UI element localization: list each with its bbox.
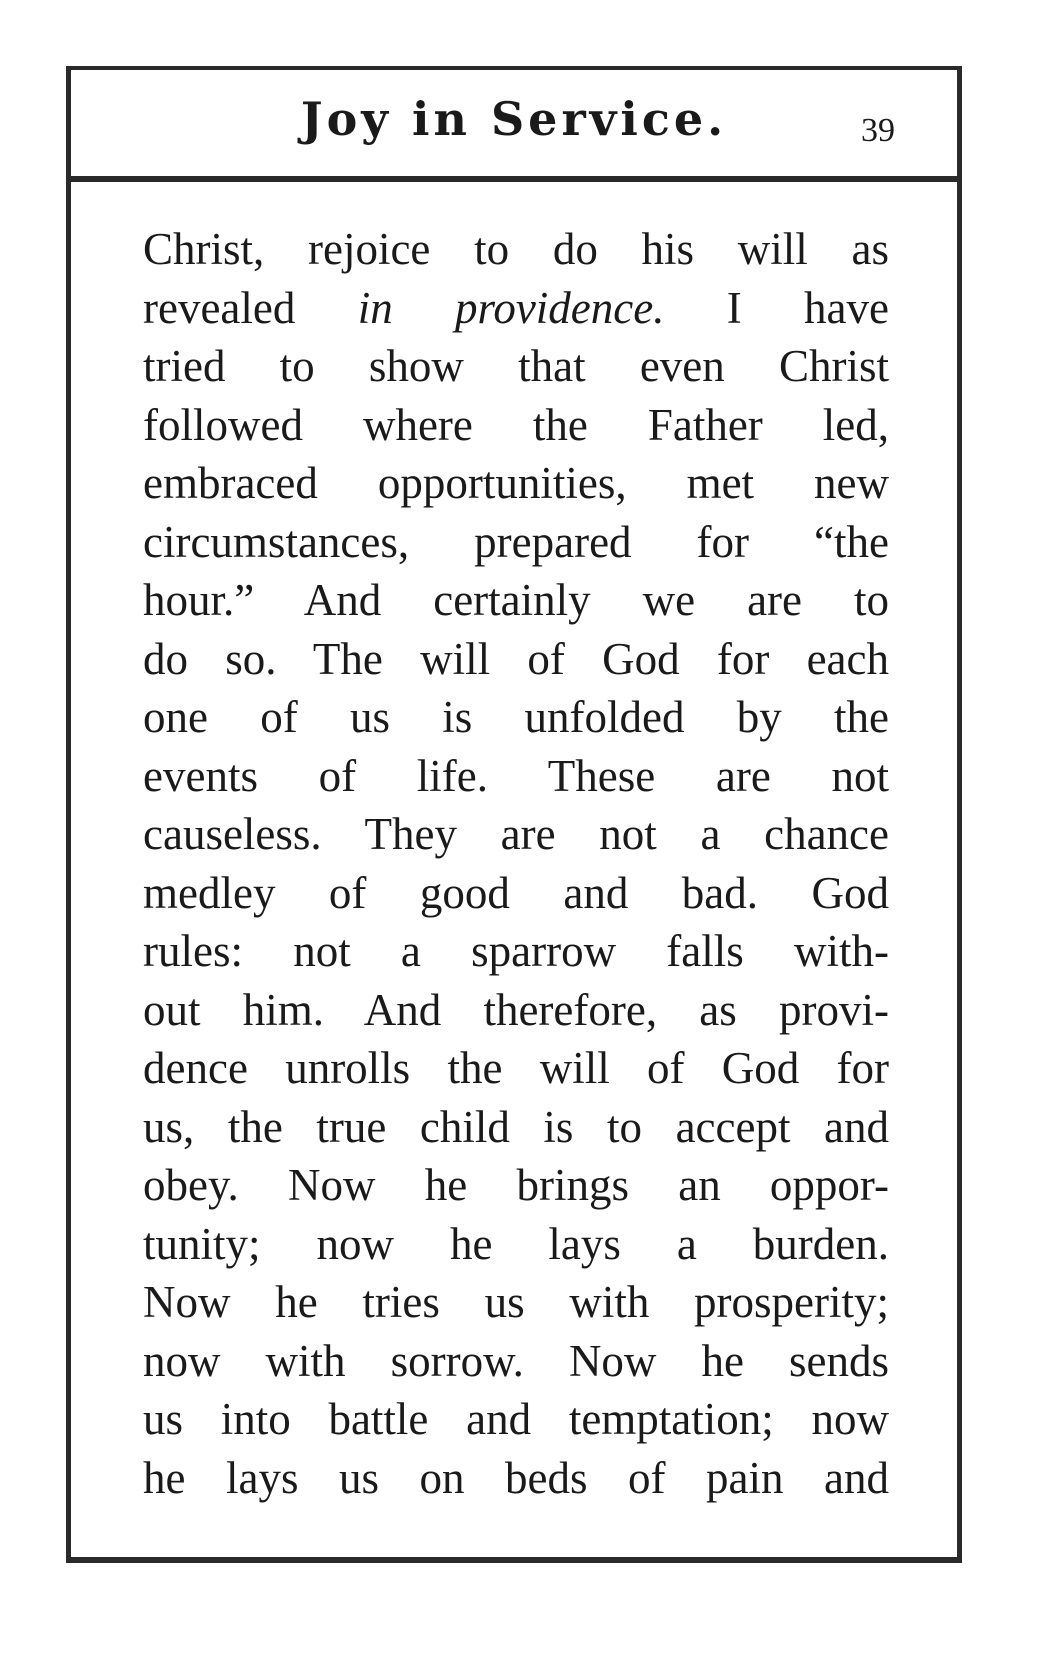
text-line: rules: not a sparrow falls with- [143,926,889,976]
text-line: he lays us on beds of pain and [143,1452,889,1503]
running-header [71,70,957,182]
text-line: us, the true child is to accept and [143,1101,889,1152]
text-line: medley of good and bad. God [143,867,889,918]
text-line: Now he tries us with prosperity; [143,1277,889,1327]
text-line: now with sorrow. Now he sends [143,1335,889,1386]
text-line: causeless. They are not a chance [143,809,889,859]
text-line: do so. The will of God for each [143,633,889,684]
text-line: dence unrolls the will of God for [143,1043,889,1093]
text-segment: revealed [143,282,296,333]
text-line: circumstances, prepared for “the [143,516,889,567]
text-segment: I have [726,282,889,333]
text-line: tunity; now he lays a burden. [143,1218,889,1269]
running-title: Joy in Service. [300,92,728,146]
text-line: obey. Now he brings an oppor- [143,1160,889,1210]
text-line: out him. And therefore, as provi- [143,984,889,1035]
italic-phrase: in providence. [357,282,665,333]
text-line: embraced opportunities, met new [143,458,889,508]
page-number: 39 [861,112,895,149]
page-border [66,66,962,1563]
body-text [143,220,889,1507]
text-line: Christ, rejoice to do his will as [143,224,889,274]
text-line: events of life. These are not [143,750,889,801]
text-line: tried to show that even Christ [143,341,889,391]
text-line: one of us is unfolded by the [143,692,889,742]
text-line: followed where the Father led, [143,399,889,450]
text-line [143,279,889,338]
text-line: us into battle and temptation; now [143,1394,889,1444]
text-line: hour.” And certainly we are to [143,575,889,625]
